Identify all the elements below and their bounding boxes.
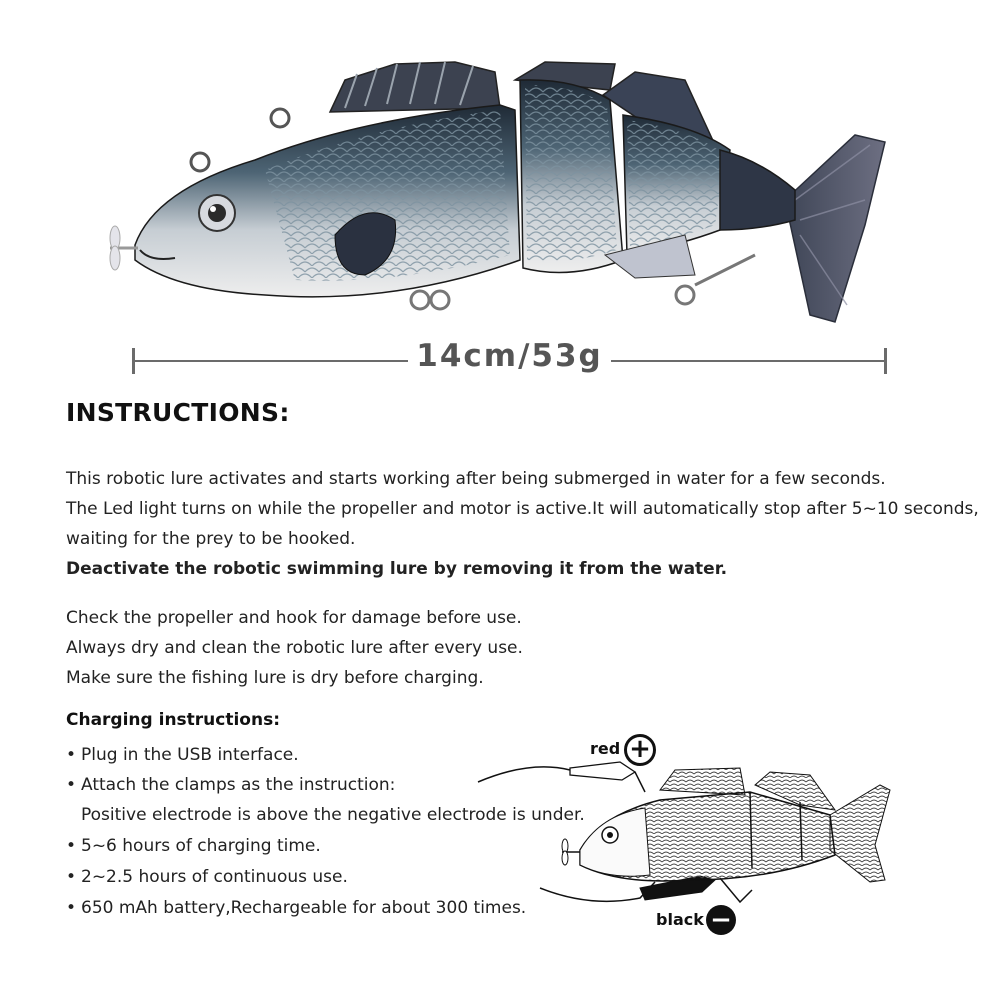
propeller [110, 226, 138, 270]
charging-item [66, 745, 299, 765]
hook-ring-belly [411, 291, 429, 309]
hook-ring-rear [676, 286, 694, 304]
bullet: • [66, 867, 77, 887]
charging-item-text: Plug in the USB interface. [81, 745, 299, 765]
line-eye-front [191, 153, 209, 171]
instruction-line-1: This robotic lure activates and starts working after being submerged in water for a few seconds. [66, 469, 886, 489]
charging-title: Charging instructions: [66, 710, 281, 730]
dimension-label [132, 338, 887, 374]
black-label: black [656, 910, 704, 929]
charging-item [66, 775, 395, 795]
charging-item [66, 836, 321, 856]
charging-item [66, 898, 526, 918]
charging-item [66, 867, 348, 887]
charging-item-text: Attach the clamps as the instruction: [81, 775, 396, 795]
instruction-line-2: The Led light turns on while the propeller and motor is active.It will automatically stop after 5~10 seconds, [66, 499, 979, 519]
care-line-2: Always dry and clean the robotic lure after every use. [66, 638, 523, 658]
lure-photo [95, 50, 895, 340]
tail-fin [785, 135, 885, 322]
bullet: • [66, 775, 77, 795]
dimension-indicator [132, 338, 887, 384]
charging-sub-note: Positive electrode is above the negative electrode is under. [81, 805, 585, 825]
plus-icon: + [624, 734, 656, 766]
charging-item-text: 2~2.5 hours of continuous use. [81, 867, 348, 887]
charging-item-text: 650 mAh battery,Rechargeable for about 300 times. [81, 898, 527, 918]
instructions-title: INSTRUCTIONS: [66, 398, 290, 427]
instruction-line-3: waiting for the prey to be hooked. [66, 529, 356, 549]
charging-item-text: 5~6 hours of charging time. [81, 836, 321, 856]
bullet: • [66, 836, 77, 856]
dimension-text: 14cm/53g [408, 338, 610, 374]
red-clamp [570, 762, 635, 780]
instruction-line-4: Deactivate the robotic swimming lure by removing it from the water. [66, 559, 728, 579]
minus-icon: − [706, 905, 736, 935]
care-line-3: Make sure the fishing lure is dry before charging. [66, 668, 484, 688]
bullet: • [66, 745, 77, 765]
charging-diagram [470, 730, 900, 940]
bullet: • [66, 898, 77, 918]
red-label: red [590, 739, 621, 758]
black-wire [540, 882, 655, 901]
sketch-propeller [562, 839, 580, 865]
line-eye-top [271, 109, 289, 127]
care-line-1: Check the propeller and hook for damage before use. [66, 608, 522, 628]
